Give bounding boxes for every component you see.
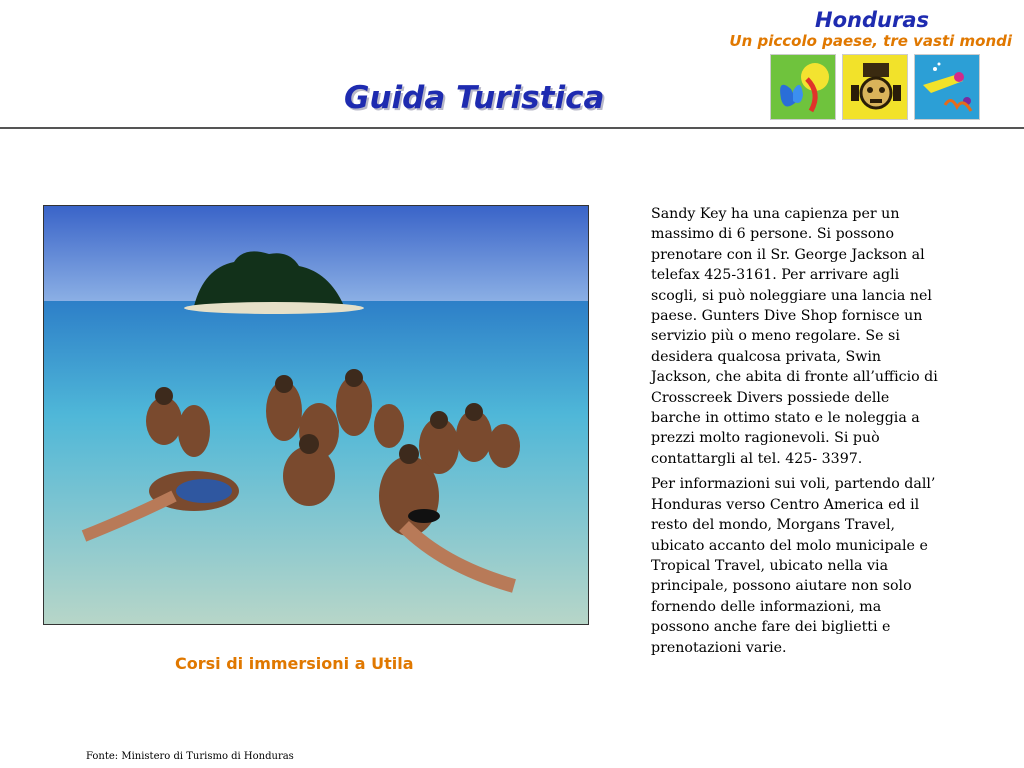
- brand-title: Honduras: [815, 8, 929, 32]
- page-title: Guida Turistica: [344, 80, 605, 116]
- brand-subtitle: Un piccolo paese, tre vasti mondi: [729, 32, 1012, 50]
- butterfly-icon: [770, 54, 836, 120]
- paragraph-flights: Per informazioni sui voli, partendo dall’ Honduras verso Centro America ed il resto del mondo, Morgans Travel, ubicato accanto del molo municipale e Tropical Travel, ubicato nella via principale, possono aiutare non solo fornendo delle informazioni, ma possono anche fare dei biglietti e prenotazioni varie.: [651, 476, 936, 656]
- photo-caption: Corsi di immersioni a Utila: [175, 654, 414, 673]
- scuba-diver-icon: [914, 54, 980, 120]
- logo-strip: [770, 54, 992, 120]
- header-divider: [0, 127, 1024, 129]
- paragraph-sandy-key: Sandy Key ha una capienza per un massimo di 6 persone. Si possono prenotare con il Sr. George Jackson al telefax 425-3161. Per arrivare agli scogli, si può noleggiare una lancia nel paese. Gunters Dive Shop fornisce un servizio più o meno regolare. Se si desidera qualcosa privata, Swin Jackson, che abita di fronte all’ufficio di Crosscreek Divers possiede delle barche in ottimo stato e le noleggia a prezzi molto ragionevoli. Si può contattargli al tel. 425- 3397.: [651, 206, 938, 467]
- beach-photo: [43, 205, 589, 625]
- source-note: Fonte: Ministero di Turismo di Honduras: [86, 751, 294, 762]
- mayan-mask-icon: [842, 54, 908, 120]
- body-text: [651, 204, 943, 663]
